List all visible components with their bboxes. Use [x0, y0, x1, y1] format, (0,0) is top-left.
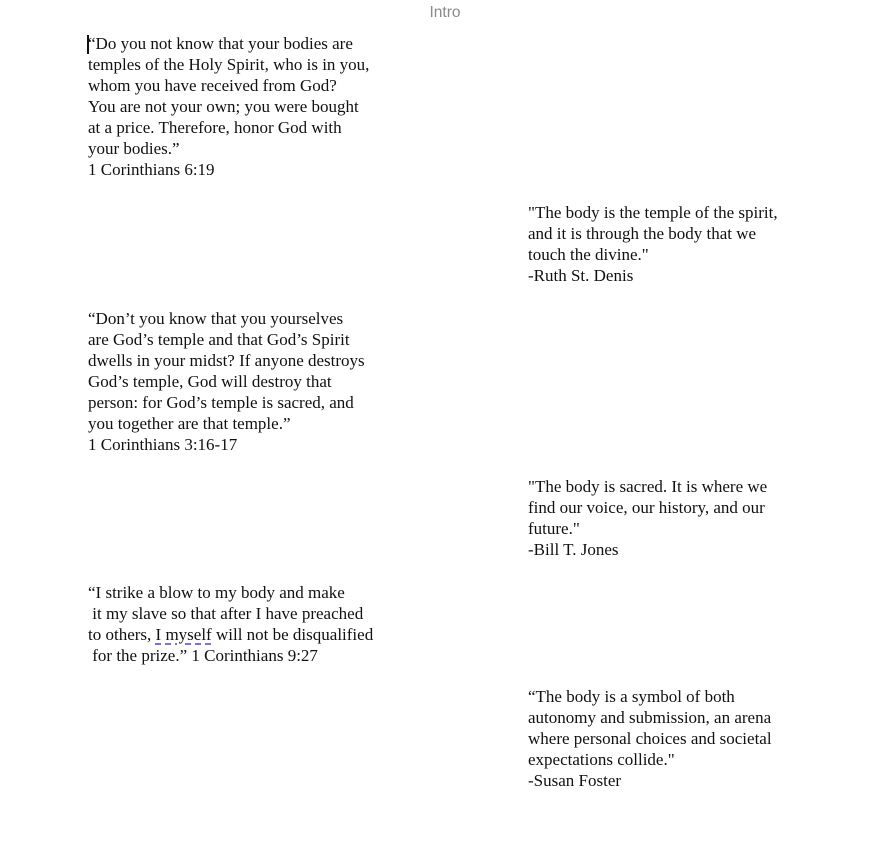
spellcheck-flagged-word[interactable]: I myself — [155, 625, 212, 644]
quote-citation: 1 Corinthians 3:16-17 — [88, 435, 238, 454]
quote-line: “The body is a symbol of both — [528, 687, 735, 706]
quote-block-bill-t-jones[interactable] — [528, 476, 767, 560]
quote-line — [88, 624, 373, 645]
quote-citation: -Susan Foster — [528, 771, 622, 790]
quote-citation: -Bill T. Jones — [528, 540, 619, 559]
quote-line: and it is through the body that we — [528, 224, 757, 243]
quote-citation: for the prize.” 1 Corinthians 9:27 — [88, 646, 318, 665]
quote-line-segment: to others, — [88, 625, 156, 644]
document-title: Intro — [429, 4, 461, 21]
quote-line: You are not your own; you were bought — [88, 97, 359, 116]
quote-citation: 1 Corinthians 6:19 — [88, 160, 215, 179]
quote-line: your bodies.” — [88, 139, 180, 158]
quote-line: autonomy and submission, an arena — [528, 708, 772, 727]
quote-line: dwells in your midst? If anyone destroys — [88, 351, 365, 370]
quote-line: person: for God’s temple is sacred, and — [88, 393, 354, 412]
quote-line-segment: will not be disqualified — [211, 625, 374, 644]
quote-line: God’s temple, God will destroy that — [88, 372, 332, 391]
quote-block-corinthians-3-16[interactable] — [88, 308, 365, 455]
quote-line: “I strike a blow to my body and make — [88, 583, 345, 602]
quote-line: are God’s temple and that God’s Spirit — [88, 330, 350, 349]
quote-line: future." — [528, 519, 580, 538]
quote-line: touch the divine." — [528, 245, 649, 264]
quote-line: "The body is the temple of the spirit, — [528, 203, 778, 222]
quote-line: where personal choices and societal — [528, 729, 772, 748]
quote-line: "The body is sacred. It is where we — [528, 477, 768, 496]
quote-citation: -Ruth St. Denis — [528, 266, 634, 285]
quote-block-ruth-st-denis[interactable] — [528, 202, 778, 286]
quote-block-corinthians-6-19[interactable] — [88, 33, 369, 180]
quote-line: whom you have received from God? — [88, 76, 337, 95]
quote-line: expectations collide." — [528, 750, 675, 769]
quote-line: find our voice, our history, and our — [528, 498, 765, 517]
quote-line: at a price. Therefore, honor God with — [88, 118, 342, 137]
quote-line: “Do you not know that your bodies are — [88, 34, 353, 53]
quote-line: it my slave so that after I have preached — [88, 604, 364, 623]
quote-line: temples of the Holy Spirit, who is in you, — [88, 55, 370, 74]
quote-block-susan-foster[interactable] — [528, 686, 772, 791]
quote-line: “Don’t you know that you yourselves — [88, 309, 344, 328]
quote-line: you together are that temple.” — [88, 414, 291, 433]
quote-block-corinthians-9-27[interactable] — [88, 582, 373, 666]
